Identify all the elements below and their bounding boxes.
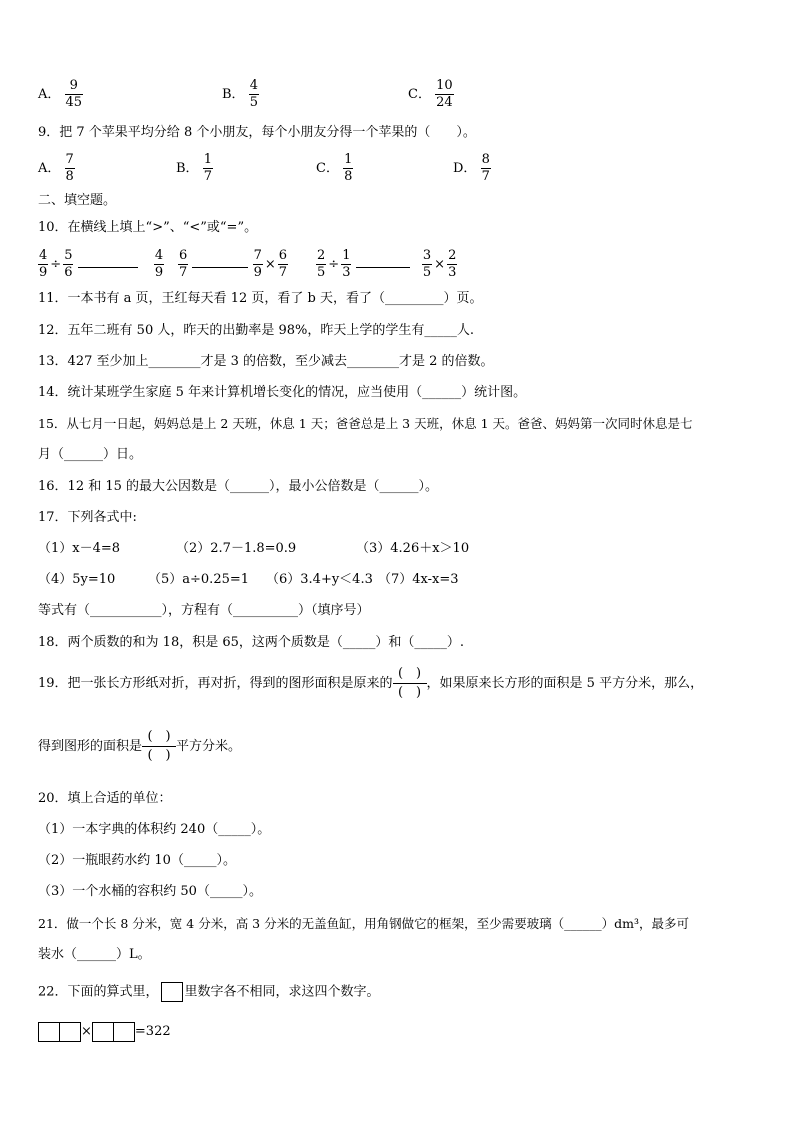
times-sign: ×: [81, 1024, 92, 1039]
fraction: $\frac{5}{6}$: [64, 248, 73, 280]
digit-box[interactable]: [38, 1022, 60, 1042]
operator: ÷: [328, 256, 340, 272]
q12-text: 12．五年二班有 50 人，昨天的出勤率是 98%，昨天上学的学生有_____人.: [38, 323, 475, 338]
q9-option-d: D． $\frac{8}{7}$: [453, 152, 490, 184]
fraction: $\frac{8}{7}$: [481, 152, 490, 184]
q11-text: 11．一本书有 a 页，王红每天看 12 页，看了 b 天，看了（_________）页。: [38, 291, 483, 306]
q17-text: 17．下列各式中:: [38, 510, 137, 525]
q17-item-5: （5）a÷0.25=1: [148, 572, 250, 587]
q17-item-7: （7）4x-x=3: [378, 572, 459, 587]
fraction: $\frac{1}{7}$: [203, 152, 212, 184]
q15-text-line2: 月（______）日。: [38, 447, 143, 462]
fraction: $\frac{9}{45}$: [65, 78, 83, 110]
q9-option-b: B． $\frac{1}{7}$: [176, 152, 212, 184]
digit-box: [161, 982, 183, 1002]
blank-fraction[interactable]: $\frac{( )}{( )}$: [142, 728, 176, 765]
q19-line2: 得到图形的面积是 $\frac{( )}{( )}$ 平方分米。: [38, 729, 242, 763]
q10-expression-3: [316, 248, 457, 281]
fraction: $\frac{6}{7}$: [278, 248, 288, 280]
digit-box[interactable]: [113, 1022, 135, 1042]
q16-text: 16．12 和 15 的最大公因数是（______），最小公倍数是（______）。: [38, 479, 439, 494]
q10-expression-1: [38, 248, 164, 281]
blank-fraction[interactable]: $\frac{( )}{( )}$: [393, 665, 427, 702]
q9-option-a: A． $\frac{7}{8}$: [38, 152, 74, 184]
q22-equation: [38, 1022, 171, 1042]
q21-text-line2: 装水（______）L。: [38, 947, 151, 962]
q20-item-1: （1）一本字典的体积约 240（_____）。: [38, 822, 271, 837]
q17-item-2: （2）2.7－1.8=0.9: [176, 541, 297, 556]
q22-text: 22．下面的算式里， 里数字各不相同，求这四个数字。: [38, 982, 380, 1002]
fraction: $\frac{4}{9}$: [39, 248, 48, 280]
q21-text-line1: 21．做一个长 8 分米，宽 4 分米，高 3 分米的无盖鱼缸，用角钢做它的框架，至少需要玻璃（______）dm³，最多可: [38, 916, 689, 931]
answer-blank[interactable]: [356, 255, 410, 268]
q15-text-line1: 15．从七月一日起，妈妈总是上 2 天班，休息 1 天；爸爸总是上 3 天班，休息 1 天。爸爸、妈妈第一次同时休息是七: [38, 416, 693, 431]
fraction: $\frac{7}{8}$: [65, 152, 74, 184]
q8-option-a: [38, 78, 83, 111]
fraction: $\frac{2}{5}$: [317, 248, 326, 280]
digit-box[interactable]: [92, 1022, 114, 1042]
option-label: A．: [38, 87, 61, 102]
q17-answer-line: 等式有（___________），方程有（__________）（填序号）: [38, 603, 370, 618]
digit-box[interactable]: [59, 1022, 81, 1042]
q17-item-3: （3）4.26＋x＞10: [356, 541, 470, 556]
q9-text: 9．把 7 个苹果平均分给 8 个小朋友，每个小朋友分得一个苹果的（ ）。: [38, 125, 476, 140]
option-label: C．: [408, 87, 431, 102]
fraction: $\frac{3}{5}$: [422, 248, 432, 280]
q10-text: 10．在横线上填上“>”、“<”或“=”。: [38, 220, 258, 235]
answer-blank[interactable]: [192, 255, 248, 268]
fraction: $\frac{4}{9}$: [154, 248, 164, 280]
q17-item-1: （1）x－4=8: [38, 541, 121, 556]
fraction: $\frac{1}{8}$: [344, 152, 353, 184]
operator: ×: [434, 256, 446, 272]
q19-line1: 19．把一张长方形纸对折，再对折，得到的图形面积是原来的 $\frac{( )}{( )}$ ，如果原来长方形的面积是 5 平方分米，那么，: [38, 666, 704, 700]
q10-expression-2: [178, 248, 288, 281]
q20-text: 20．填上合适的单位：: [38, 791, 172, 806]
q20-item-3: （3）一个水桶的容积约 50（_____）。: [38, 884, 262, 899]
fraction: $\frac{7}{9}$: [253, 248, 262, 280]
q9-option-c: C． $\frac{1}{8}$: [316, 152, 353, 184]
q8-option-b: [222, 78, 259, 111]
fraction: $\frac{1}{3}$: [342, 248, 351, 280]
operator: ×: [264, 256, 276, 272]
section-title: 二、填空题。: [38, 193, 117, 208]
q8-option-c: [408, 78, 454, 111]
fraction: $\frac{6}{7}$: [179, 248, 188, 280]
q14-text: 14．统计某班学生家庭 5 年来计算机增长变化的情况，应当使用（______）统计图。: [38, 385, 527, 400]
q17-item-6: （6）3.4+y＜4.3: [266, 572, 373, 587]
answer-blank[interactable]: [78, 255, 138, 268]
q18-text: 18．两个质数的和为 18，积是 65，这两个质数是（_____）和（_____）.: [38, 635, 465, 650]
fraction: $\frac{10}{24}$: [436, 78, 453, 110]
fraction: $\frac{4}{5}$: [249, 78, 258, 110]
option-label: B．: [222, 87, 245, 102]
q17-item-4: （4）5y=10: [38, 572, 116, 587]
fraction: $\frac{2}{3}$: [448, 248, 457, 280]
q20-item-2: （2）一瓶眼药水约 10（_____）。: [38, 853, 236, 868]
equation-result: =322: [134, 1024, 171, 1039]
q13-text: 13．427 至少加上________才是 3 的倍数，至少减去________才是 2 的倍数。: [38, 354, 494, 369]
operator: ÷: [50, 256, 62, 272]
